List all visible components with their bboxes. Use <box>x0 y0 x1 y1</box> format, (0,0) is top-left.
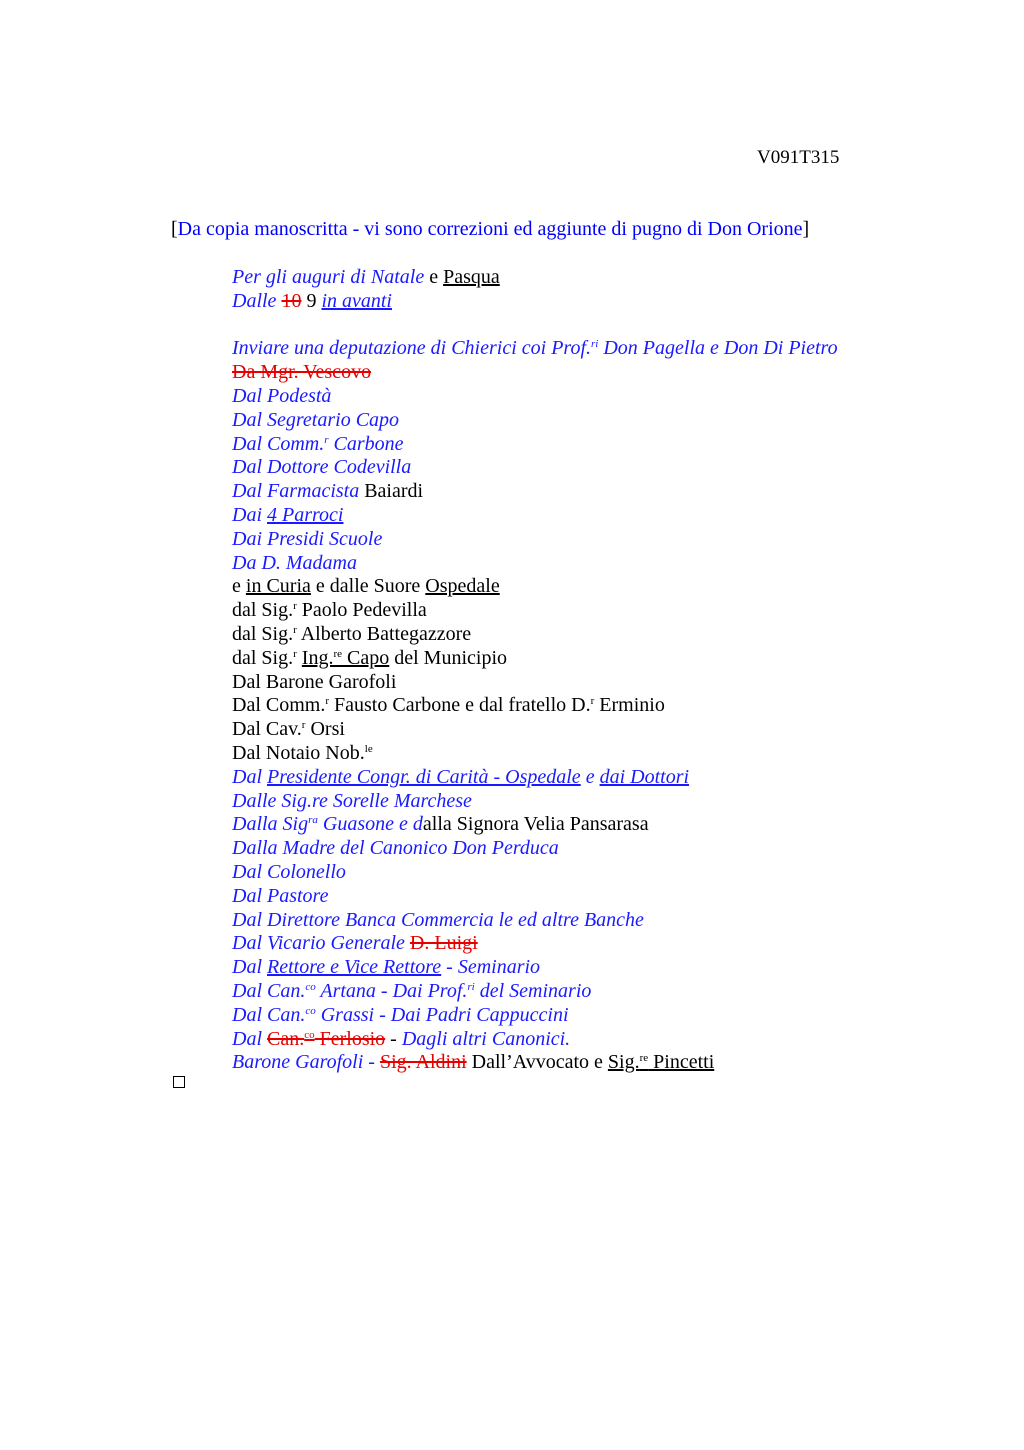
line-19: Dal Cav.$^r$ Orsi <box>232 718 345 741</box>
line-26: Dal Pastore <box>232 884 329 907</box>
line-7: Dal Comm.$^r$ Carbone <box>232 432 404 455</box>
line-22: Dalle Sig.re Sorelle Marchese <box>232 789 472 812</box>
line-23: Dalla Sig$^{ra}$ Guasone e dalla Signora Velia Pansarasa <box>232 813 649 836</box>
line-31: Dal Can.$^{co}$ Grassi - Dai Padri Cappuccini <box>232 1003 569 1026</box>
note-bracket-open: [ <box>171 218 178 240</box>
line-4 <box>232 361 838 385</box>
deleted-text: D. Luigi <box>409 932 478 955</box>
line-8: Dal Dottore Codevilla <box>232 456 412 479</box>
line-11: Dai Presidi Scuole <box>232 527 383 550</box>
line-30: Dal Can.$^{co}$ Artana - Dai Prof.$^{ri}$ del Seminario <box>232 979 592 1002</box>
line-32: Dal Can.$^{co}$ Ferlosio - Dagli altri Canonici. <box>232 1027 571 1050</box>
line-33: Barone Garofoli - Sig. Aldini Dall’Avvocato e Sig.$^{re}$ Pincetti <box>232 1051 715 1074</box>
line-29: Dal Rettore e Vice Rettore - Seminario <box>232 956 541 979</box>
line-6: Dal Segretario Capo <box>232 408 400 431</box>
deleted-text: Can.$^{co}$ Ferlosio <box>267 1027 386 1050</box>
line-1: Per gli auguri di Natale e Pasqua <box>232 266 500 288</box>
line-12: Da D. Madama <box>232 551 357 574</box>
line-16: dal Sig.$^r$ Ing.$^{re}$ Capo del Municipio <box>232 646 507 669</box>
note-text: Da copia manoscritta - vi sono correzioni ed aggiunte di pugno di Don Orione <box>177 218 803 240</box>
line-18: Dal Comm.$^r$ Fausto Carbone e dal fratello D.$^r$ Erminio <box>232 694 665 717</box>
line-9: Dal Farmacista Baiardi <box>232 480 424 503</box>
line-17: Dal Barone Garofoli <box>232 670 397 693</box>
document-id: V091T315 <box>757 147 840 168</box>
line-13: e in Curia e dalle Suore Ospedale <box>232 575 500 598</box>
line-28: Dal Vicario Generale D. Luigi <box>232 932 478 955</box>
deleted-text: Da Mgr. Vescovo <box>232 361 372 384</box>
deleted-text: Sig. Aldini <box>379 1051 467 1074</box>
line-27: Dal Direttore Banca Commercia le ed altre Banche <box>232 908 644 931</box>
line-5: Dal Podestà <box>232 384 332 407</box>
line-25: Dal Colonello <box>232 860 346 883</box>
document-body <box>232 266 838 1075</box>
checkbox-square-icon <box>173 1076 185 1088</box>
line-15: dal Sig.$^r$ Alberto Battegazzore <box>232 622 472 645</box>
deleted-text: 10 <box>281 289 302 312</box>
line-20: Dal Notaio Nob.$^{le}$ <box>232 741 373 764</box>
line-24: Dalla Madre del Canonico Don Perduca <box>232 837 559 860</box>
line-21: Dal Presidente Congr. di Carità - Ospedale e dai Dottori <box>232 765 690 788</box>
blank-line <box>232 314 838 338</box>
line-2: Dalle 10 9 in avanti <box>232 289 392 312</box>
note-bracket-close: ] <box>802 218 810 240</box>
editorial-note <box>171 218 809 241</box>
line-10: Dai 4 Parroci <box>232 503 344 526</box>
line-14: dal Sig.$^r$ Paolo Pedevilla <box>232 599 427 622</box>
line-3: Inviare una deputazione di Chierici coi Prof.$^{ri}$ Don Pagella e Don Di Pietro <box>232 337 838 360</box>
